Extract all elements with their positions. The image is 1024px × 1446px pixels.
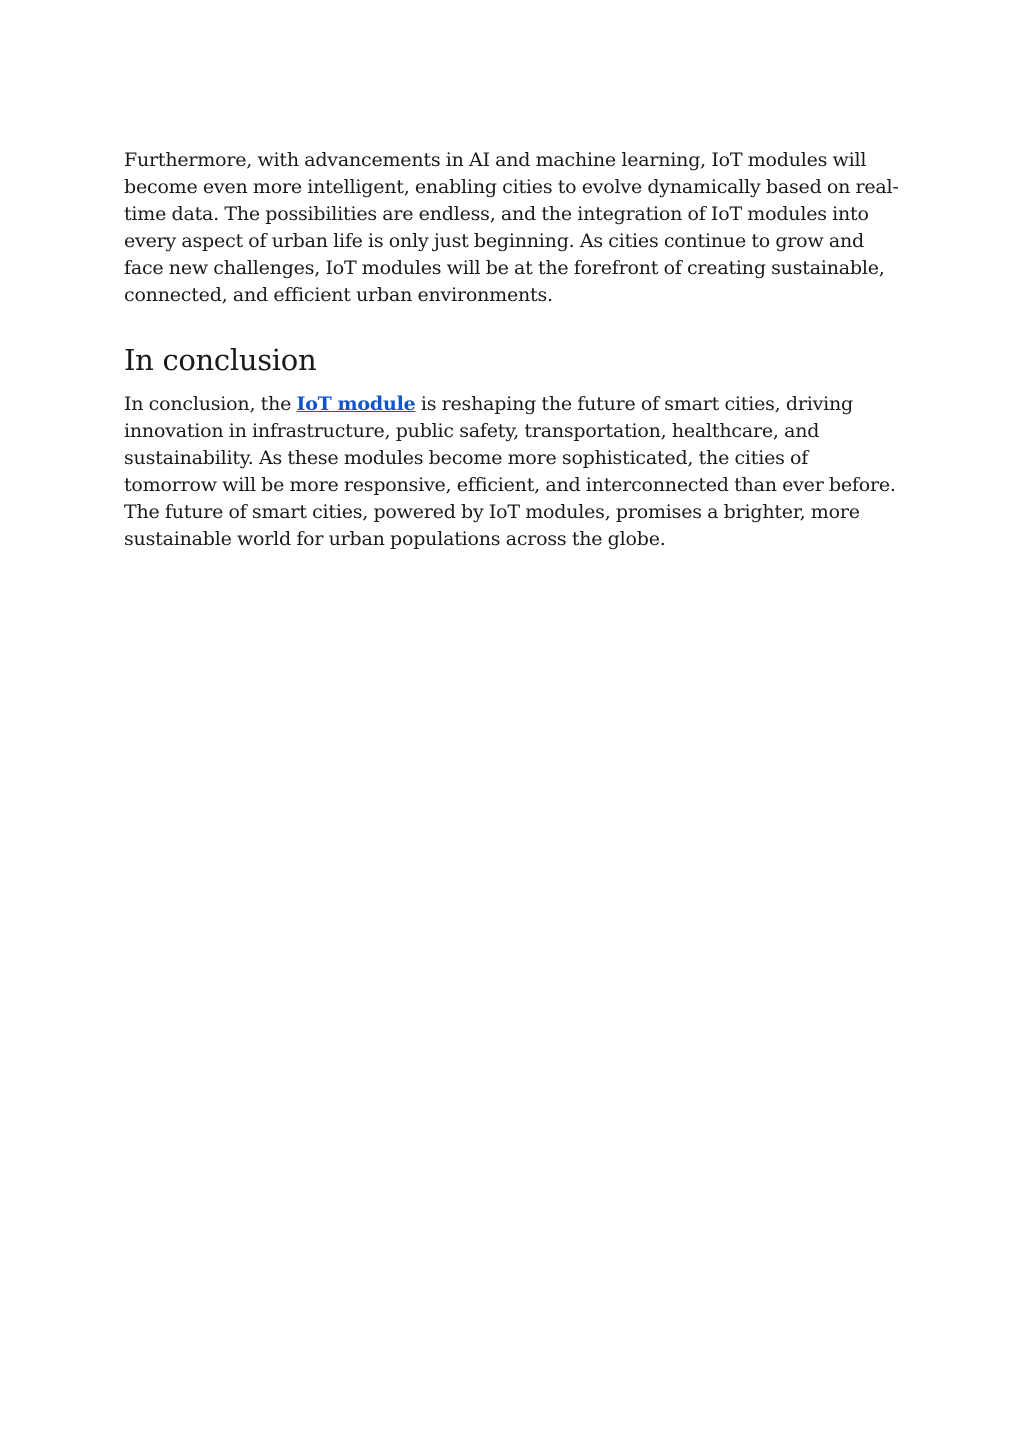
document-page — [124, 147, 904, 553]
conclusion-text-start: In conclusion, the — [124, 393, 297, 415]
conclusion-paragraph — [124, 391, 904, 553]
section-heading: In conclusion — [124, 343, 317, 377]
iot-module-link[interactable]: IoT module — [296, 393, 416, 415]
conclusion-text-end: is reshaping the future of smart cities, driving innovation in infrastructure, public safety, transportation, healthcare, and sustainability. As these modules become more sophisticated, the cities of tomorrow will be more responsive, efficient, and interconnected than ever before. The future of smart cities, powered by IoT modules, promises a brighter, more sustainable world for urban populations across the globe. — [124, 393, 896, 550]
body-paragraph: Furthermore, with advancements in AI and machine learning, IoT modules will become even more intelligent, enabling cities to evolve dynamically based on real-time data. The possibilities are endless, and the integration of IoT modules into every aspect of urban life is only just beginning. As cities continue to grow and face new challenges, IoT modules will be at the forefront of creating sustainable, connected, and efficient urban environments. — [124, 149, 899, 306]
